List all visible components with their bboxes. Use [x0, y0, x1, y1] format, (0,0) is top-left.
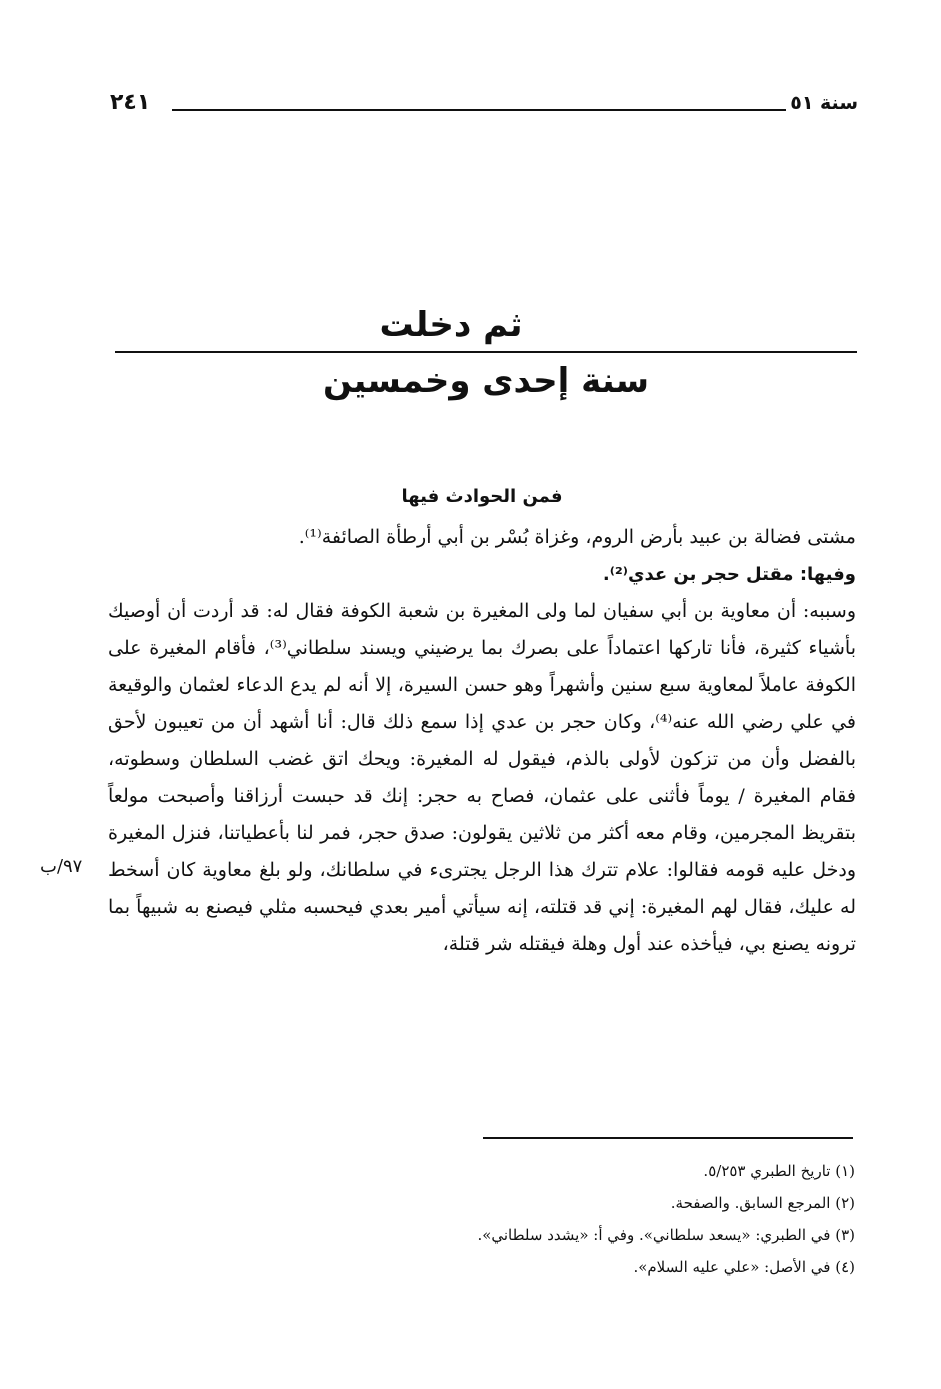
footnote-rule [483, 1137, 853, 1139]
footnote-3: (٣) في الطبري: «يسعد سلطاني». وفي أ: «يشدد سلطاني». [477, 1226, 855, 1244]
footnote-1: (١) تاريخ الطبري ٥/٢٥٣. [703, 1162, 855, 1180]
footnote-2: (٢) المرجع السابق. والصفحة. [670, 1194, 855, 1212]
section-title: فمن الحوادث فيها [401, 486, 563, 507]
page-number: ٢٤١ [110, 90, 151, 115]
margin-folio-note: ٩٧/ب [40, 856, 83, 877]
footnote-4: (٤) في الأصل: «علي عليه السلام». [633, 1258, 855, 1276]
footnotes [300, 1155, 855, 1283]
chapter-heading-rule [115, 351, 857, 353]
running-header-title: سنة ٥١ [790, 92, 858, 114]
paragraph-3: وسببه: أن معاوية بن أبي سفيان لما ولى المغيرة بن شعبة الكوفة فقال له: قد أردت أن أوصيك بأشياء كثيرة، فأنا تاركها اعتماداً على بصرك بما يرضيني ويسند سلطاني⁽³⁾، فأقام المغيرة على الكوفة عاملاً لمعاوية سبع سنين وأشهراً وهو حسن السيرة، إلا أنه لم يدع الدعاء لعثمان والوقيعة في علي رضي الله عنه⁽⁴⁾، وكان حجر بن عدي إذا سمع ذلك قال: أنا أشهد أن من تعيبون لأحق بالفضل وأن من تزكون لأولى بالذم، فيقول له المغيرة: ويحك اتق غضب السلطان وسطوته، فقام المغيرة / يوماً فأثنى على عثمان، فصاح به حجر: إنك قد حبست أرزاقنا وأصبحت مولعاً بتقريظ المجرمين، وقام معه أكثر من ثلاثين يقولون: صدق حجر، فمر لنا بأعطياتنا، فنزل المغيرة ودخل عليه قومه فقالوا: علام تترك هذا الرجل يجترىء في سلطانك، ولو بلغ معاوية كان أسخط له عليك، فقال لهم المغيرة: إني قد قتلته، إنه سيأتي أمير بعدي فيحسبه مثلي فيصنع به شبيهاً بما ترونه يصنع بي، فيأخذه عند أول وهلة فيقتله شر قتلة، [108, 600, 856, 955]
running-header [110, 92, 858, 122]
paragraph-1: مشتى فضالة بن عبيد بأرض الروم، وغزاة بُسْر بن أبي أرطأة الصائفة⁽¹⁾. [298, 526, 856, 548]
chapter-heading-line2: سنة إحدى وخمسين [322, 361, 650, 401]
chapter-heading [115, 305, 857, 401]
paragraph-2: وفيها: مقتل حجر بن عدي⁽²⁾. [602, 564, 856, 585]
header-rule [172, 109, 786, 111]
body-text [108, 478, 856, 963]
chapter-heading-line1: ثم دخلت [379, 305, 523, 345]
